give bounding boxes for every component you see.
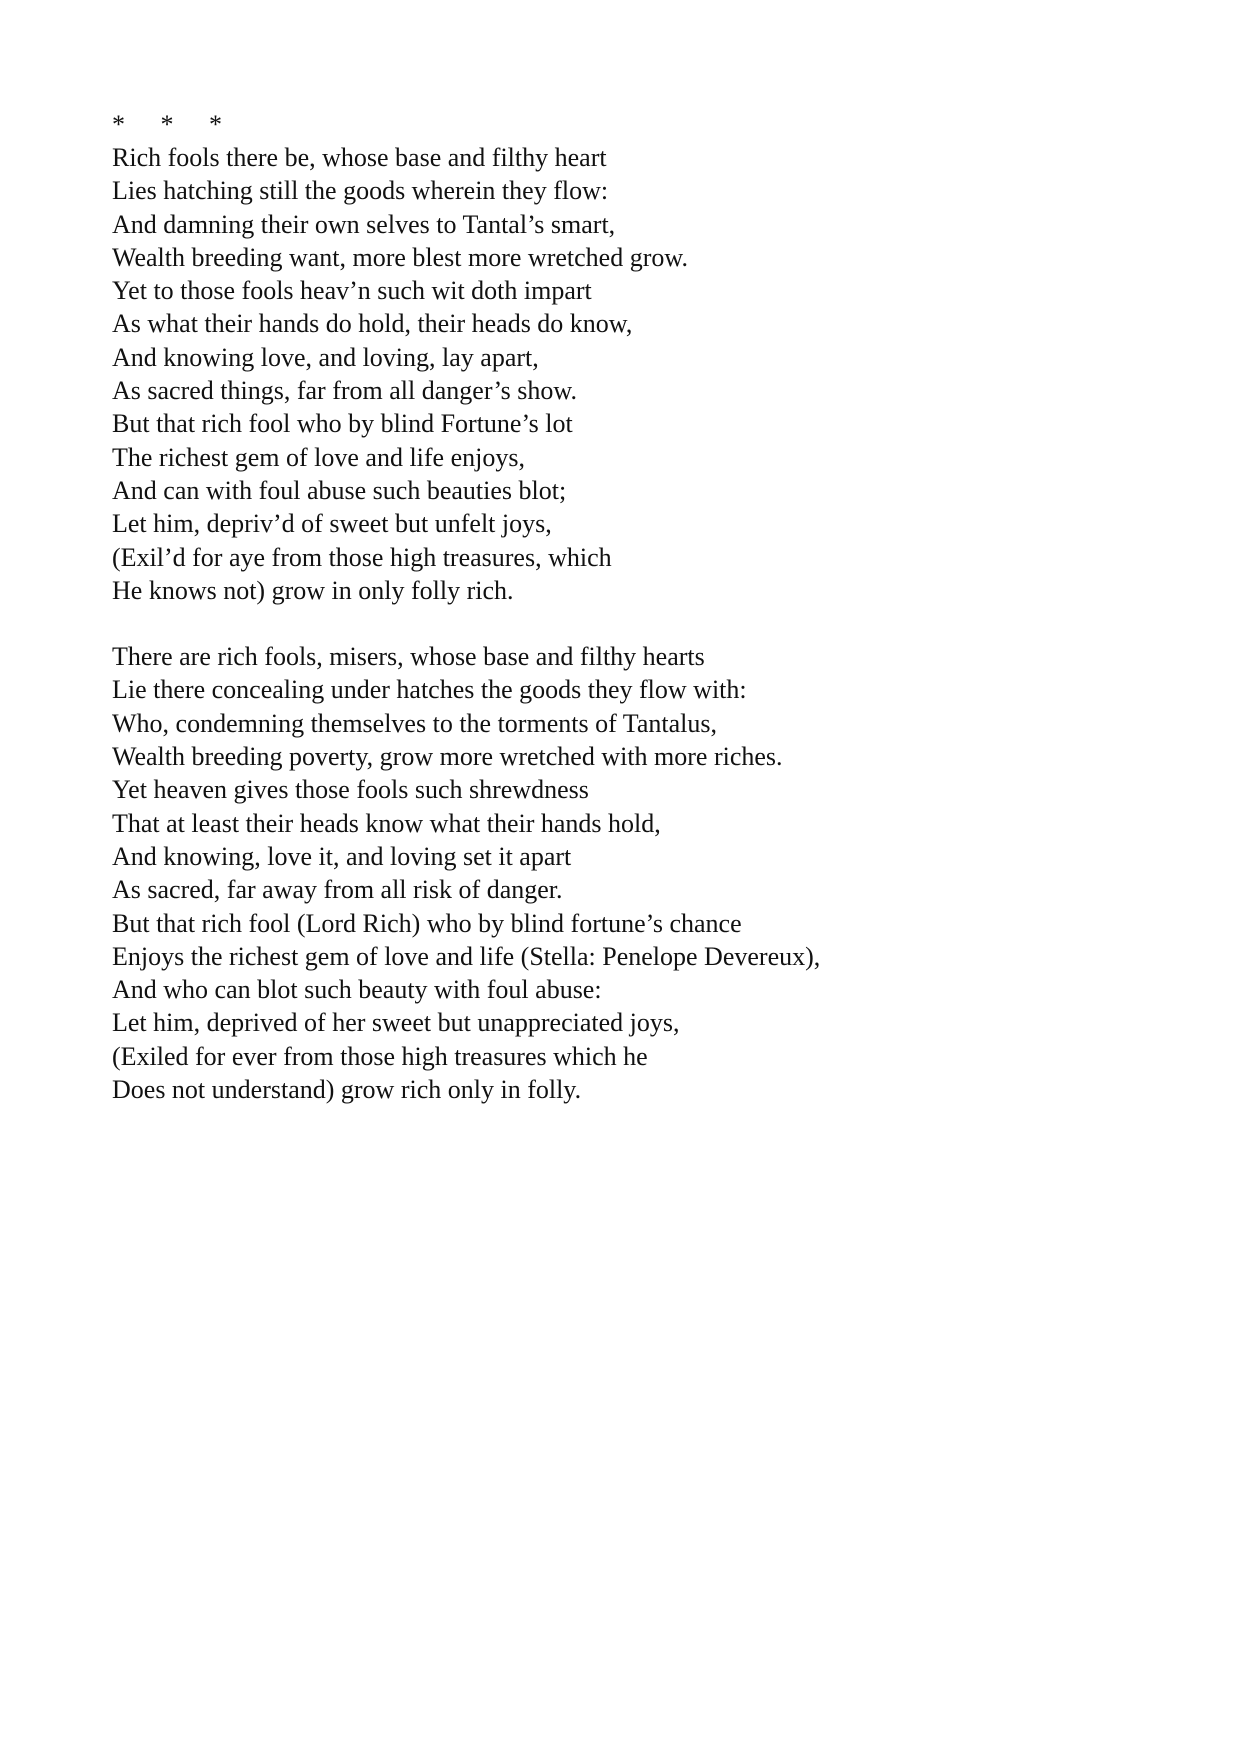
poem-line: Yet to those fools heav’n such wit doth impart [112,276,592,306]
poem-line: Wealth breeding want, more blest more wretched grow. [112,242,688,272]
section-divider: * * * [112,110,226,139]
poem-line: As sacred, far away from all risk of danger. [112,875,563,905]
poem-line: The richest gem of love and life enjoys, [112,442,525,472]
poem-line: Does not understand) grow rich only in folly. [112,1075,582,1105]
poem-line: But that rich fool (Lord Rich) who by blind fortune’s chance [112,908,742,938]
poem-line: Yet heaven gives those fools such shrewdness [112,775,589,805]
poem-line: And knowing, love it, and loving set it apart [112,841,572,871]
poem-line: (Exiled for ever from those high treasures which he [112,1041,648,1071]
poem-line: That at least their heads know what their hands hold, [112,808,661,838]
modern-paraphrase [112,640,1192,1106]
poem-line: Let him, deprived of her sweet but unappreciated joys, [112,1008,680,1038]
poem-line: Lies hatching still the goods wherein they flow: [112,176,609,206]
poem-line: Lie there concealing under hatches the goods they flow with: [112,675,747,705]
poem-line: Rich fools there be, whose base and filthy heart [112,143,607,172]
poem-line: Who, condemning themselves to the torments of Tantalus, [112,708,717,738]
poem-line: There are rich fools, misers, whose base and filthy hearts [112,642,705,672]
poem-line: He knows not) grow in only folly rich. [112,575,514,605]
poem-content [112,108,1192,1106]
poem-line: But that rich fool who by blind Fortune’s lot [112,409,573,439]
poem-line: Wealth breeding poverty, grow more wretched with more riches. [112,742,783,772]
poem-line: And who can blot such beauty with foul abuse: [112,975,602,1005]
poem-line: (Exil’d for aye from those high treasures, which [112,542,612,572]
poem-line: And knowing love, and loving, lay apart, [112,342,539,372]
poem-line: Let him, depriv’d of sweet but unfelt joys, [112,509,552,539]
original-sonnet [112,141,1192,607]
poem-line: And damning their own selves to Tantal’s smart, [112,209,616,239]
poem-line: As what their hands do hold, their heads do know, [112,309,633,339]
poem-line: Enjoys the richest gem of love and life (Stella: Penelope Devereux), [112,941,821,971]
poem-line: As sacred things, far from all danger’s show. [112,376,577,406]
poem-line: And can with foul abuse such beauties blot; [112,475,567,505]
